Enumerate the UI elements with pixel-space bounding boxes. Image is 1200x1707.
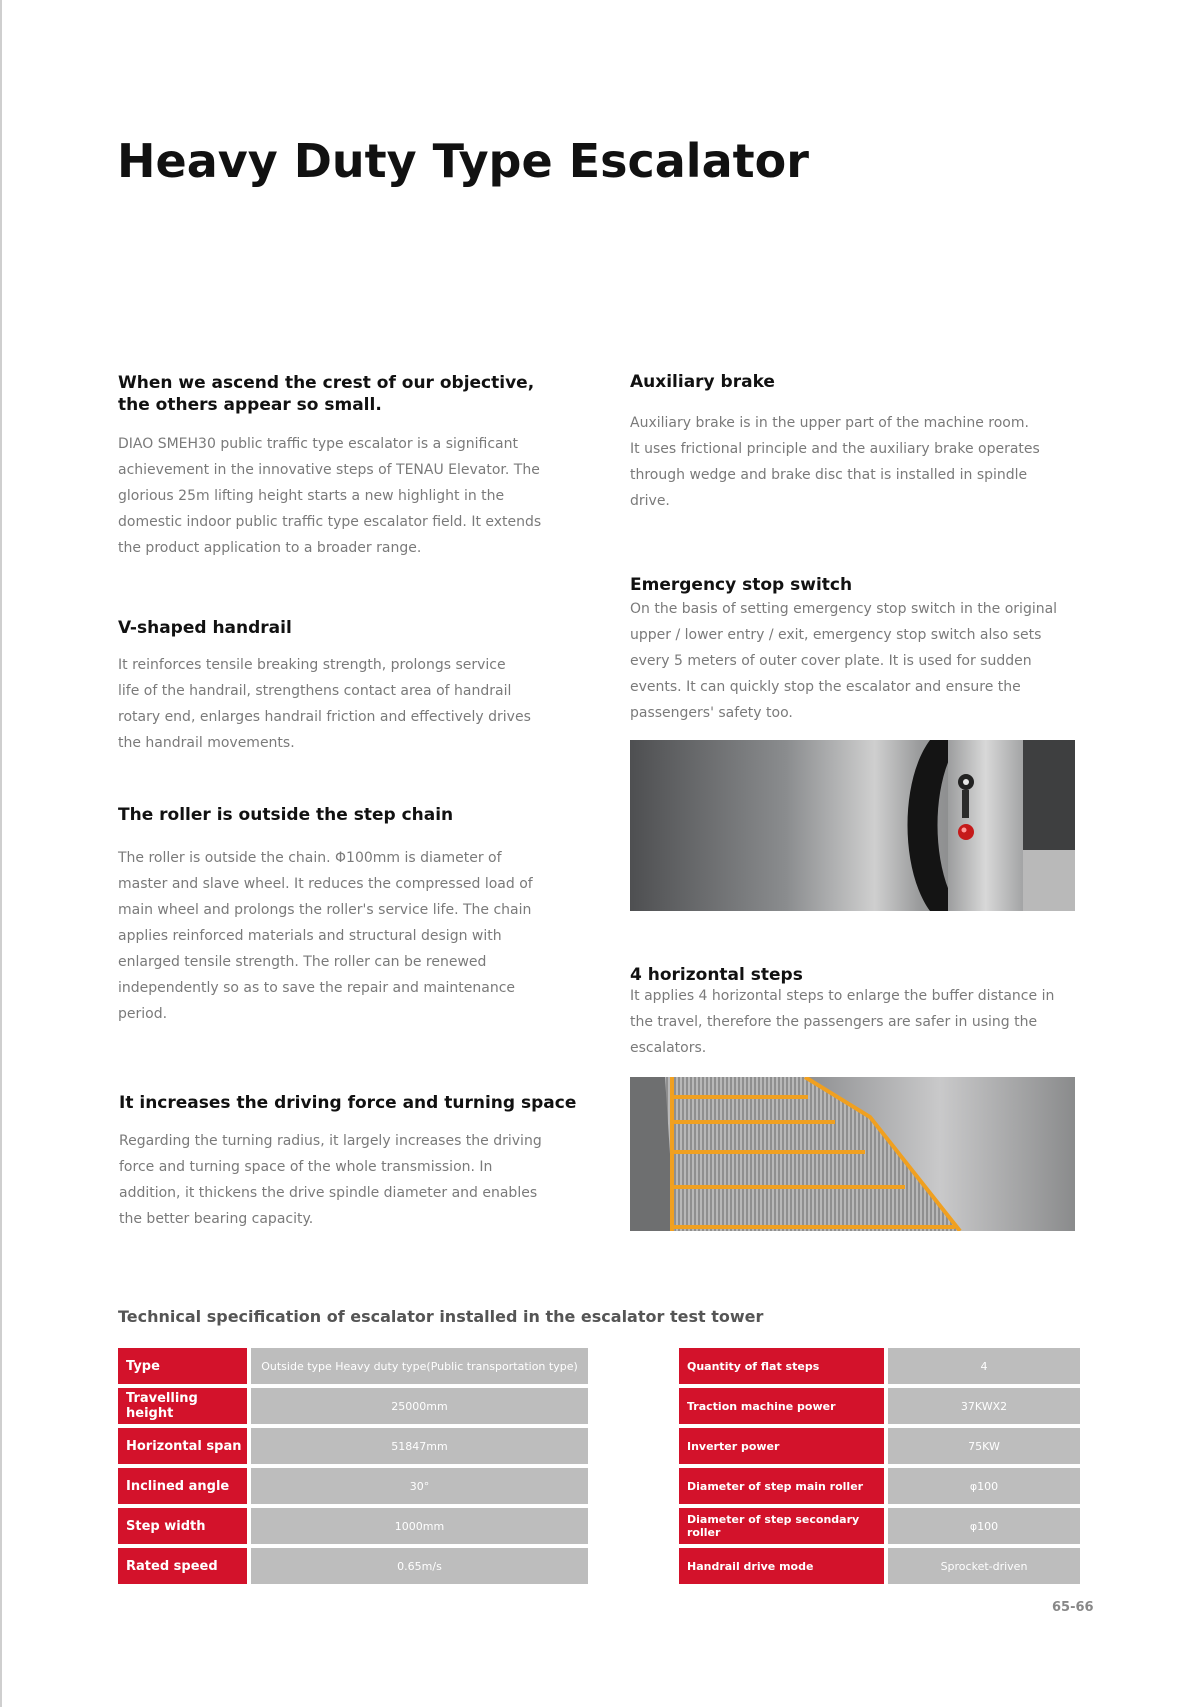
text-line: applies reinforced materials and structural design with [118, 928, 502, 944]
driving-paragraph [119, 1128, 579, 1232]
text-line: escalators. [630, 1040, 707, 1056]
estop-paragraph [630, 596, 1100, 726]
page-number: 65-66 [1052, 1600, 1094, 1615]
text-line: through wedge and brake disc that is installed in spindle [630, 467, 1028, 483]
text-line: glorious 25m lifting height starts a new highlight in the [118, 488, 505, 504]
table-row [118, 1548, 588, 1584]
spec-label: Quantity of flat steps [679, 1348, 884, 1384]
spec-label: Type [118, 1348, 247, 1384]
table-row [679, 1428, 1080, 1464]
text-line: the handrail movements. [118, 735, 295, 751]
text-line: every 5 meters of outer cover plate. It is used for sudden [630, 653, 1032, 669]
spec-label: Horizontal span [118, 1428, 247, 1464]
spec-value: 1000mm [251, 1508, 588, 1544]
spec-value: φ100 [888, 1508, 1080, 1544]
spec-value: 0.65m/s [251, 1548, 588, 1584]
spec-label: Diameter of step main roller [679, 1468, 884, 1504]
spec-value: 51847mm [251, 1428, 588, 1464]
text-line: addition, it thickens the drive spindle diameter and enables [119, 1185, 538, 1201]
text-line: period. [118, 1006, 168, 1022]
table-row [118, 1348, 588, 1384]
text-line: the better bearing capacity. [119, 1211, 314, 1227]
table-row [679, 1548, 1080, 1584]
spec-label: Rated speed [118, 1548, 247, 1584]
spec-value: 4 [888, 1348, 1080, 1384]
spec-value: Sprocket-driven [888, 1548, 1080, 1584]
steps-paragraph [630, 983, 1100, 1061]
text-line: the travel, therefore the passengers are safer in using the [630, 1014, 1038, 1030]
text-line: domestic indoor public traffic type escalator field. It extends [118, 514, 542, 530]
spec-value: 75KW [888, 1428, 1080, 1464]
text-line: enlarged tensile strength. The roller can be renewed [118, 954, 487, 970]
driving-heading: It increases the driving force and turning space [119, 1093, 577, 1113]
text-line: Auxiliary brake is in the upper part of the machine room. [630, 415, 1029, 431]
handrail-heading: V-shaped handrail [118, 618, 292, 638]
text-line: Regarding the turning radius, it largely increases the driving [119, 1133, 542, 1149]
text-line: events. It can quickly stop the escalator and ensure the [630, 679, 1021, 695]
table-row [118, 1428, 588, 1464]
spec-label: Step width [118, 1508, 247, 1544]
spec-value: φ100 [888, 1468, 1080, 1504]
spec-label: Handrail drive mode [679, 1548, 884, 1584]
spec-value: Outside type Heavy duty type(Public transportation type) [251, 1348, 588, 1384]
text-line: It applies 4 horizontal steps to enlarge the buffer distance in [630, 988, 1055, 1004]
spec-label: Diameter of step secondary roller [679, 1508, 884, 1544]
page-title: Heavy Duty Type Escalator [117, 134, 809, 188]
spec-label: Traction machine power [679, 1388, 884, 1424]
text-line: life of the handrail, strengthens contact area of handrail [118, 683, 512, 699]
text-line: It reinforces tensile breaking strength, prolongs service [118, 657, 506, 673]
intro-paragraph [118, 431, 558, 561]
text-line: On the basis of setting emergency stop switch in the original [630, 601, 1058, 617]
roller-paragraph [118, 845, 558, 1027]
text-line: It uses frictional principle and the auxiliary brake operates [630, 441, 1040, 457]
steps-heading: 4 horizontal steps [630, 965, 803, 985]
table-row [118, 1508, 588, 1544]
emergency-stop-photo [630, 740, 1075, 911]
table-row [679, 1508, 1080, 1544]
spec-label: Inverter power [679, 1428, 884, 1464]
text-line: force and turning space of the whole transmission. In [119, 1159, 493, 1175]
intro-heading [118, 372, 534, 416]
text-line: achievement in the innovative steps of TENAU Elevator. The [118, 462, 540, 478]
spec-value: 25000mm [251, 1388, 588, 1424]
text-line: upper / lower entry / exit, emergency stop switch also sets [630, 627, 1042, 643]
handrail-paragraph [118, 652, 558, 756]
text-line: The roller is outside the chain. Φ100mm is diameter of [118, 850, 502, 866]
intro-heading-line-1: When we ascend the crest of our objective, [118, 373, 535, 393]
spec-value: 30° [251, 1468, 588, 1504]
page-edge [0, 0, 2, 1707]
spec-table-title: Technical specification of escalator installed in the escalator test tower [118, 1307, 764, 1326]
text-line: drive. [630, 493, 670, 509]
brake-heading: Auxiliary brake [630, 372, 775, 392]
estop-heading: Emergency stop switch [630, 575, 853, 595]
table-row [118, 1468, 588, 1504]
table-row [118, 1388, 588, 1424]
brake-paragraph [630, 410, 1090, 514]
table-row [679, 1388, 1080, 1424]
spec-label: Travelling height [118, 1388, 247, 1424]
horizontal-steps-photo [630, 1077, 1075, 1231]
spec-table-right [675, 1344, 1084, 1588]
intro-heading-line-2: the others appear so small. [118, 395, 382, 415]
spec-value: 37KWX2 [888, 1388, 1080, 1424]
roller-heading: The roller is outside the step chain [118, 805, 454, 825]
text-line: main wheel and prolongs the roller's service life. The chain [118, 902, 532, 918]
spec-label: Inclined angle [118, 1468, 247, 1504]
spec-table-left [114, 1344, 592, 1588]
text-line: rotary end, enlarges handrail friction and effectively drives [118, 709, 531, 725]
text-line: passengers' safety too. [630, 705, 793, 721]
text-line: DIAO SMEH30 public traffic type escalator is a significant [118, 436, 518, 452]
table-row [679, 1348, 1080, 1384]
text-line: the product application to a broader range. [118, 540, 422, 556]
table-row [679, 1468, 1080, 1504]
text-line: independently so as to save the repair and maintenance [118, 980, 516, 996]
text-line: master and slave wheel. It reduces the compressed load of [118, 876, 533, 892]
